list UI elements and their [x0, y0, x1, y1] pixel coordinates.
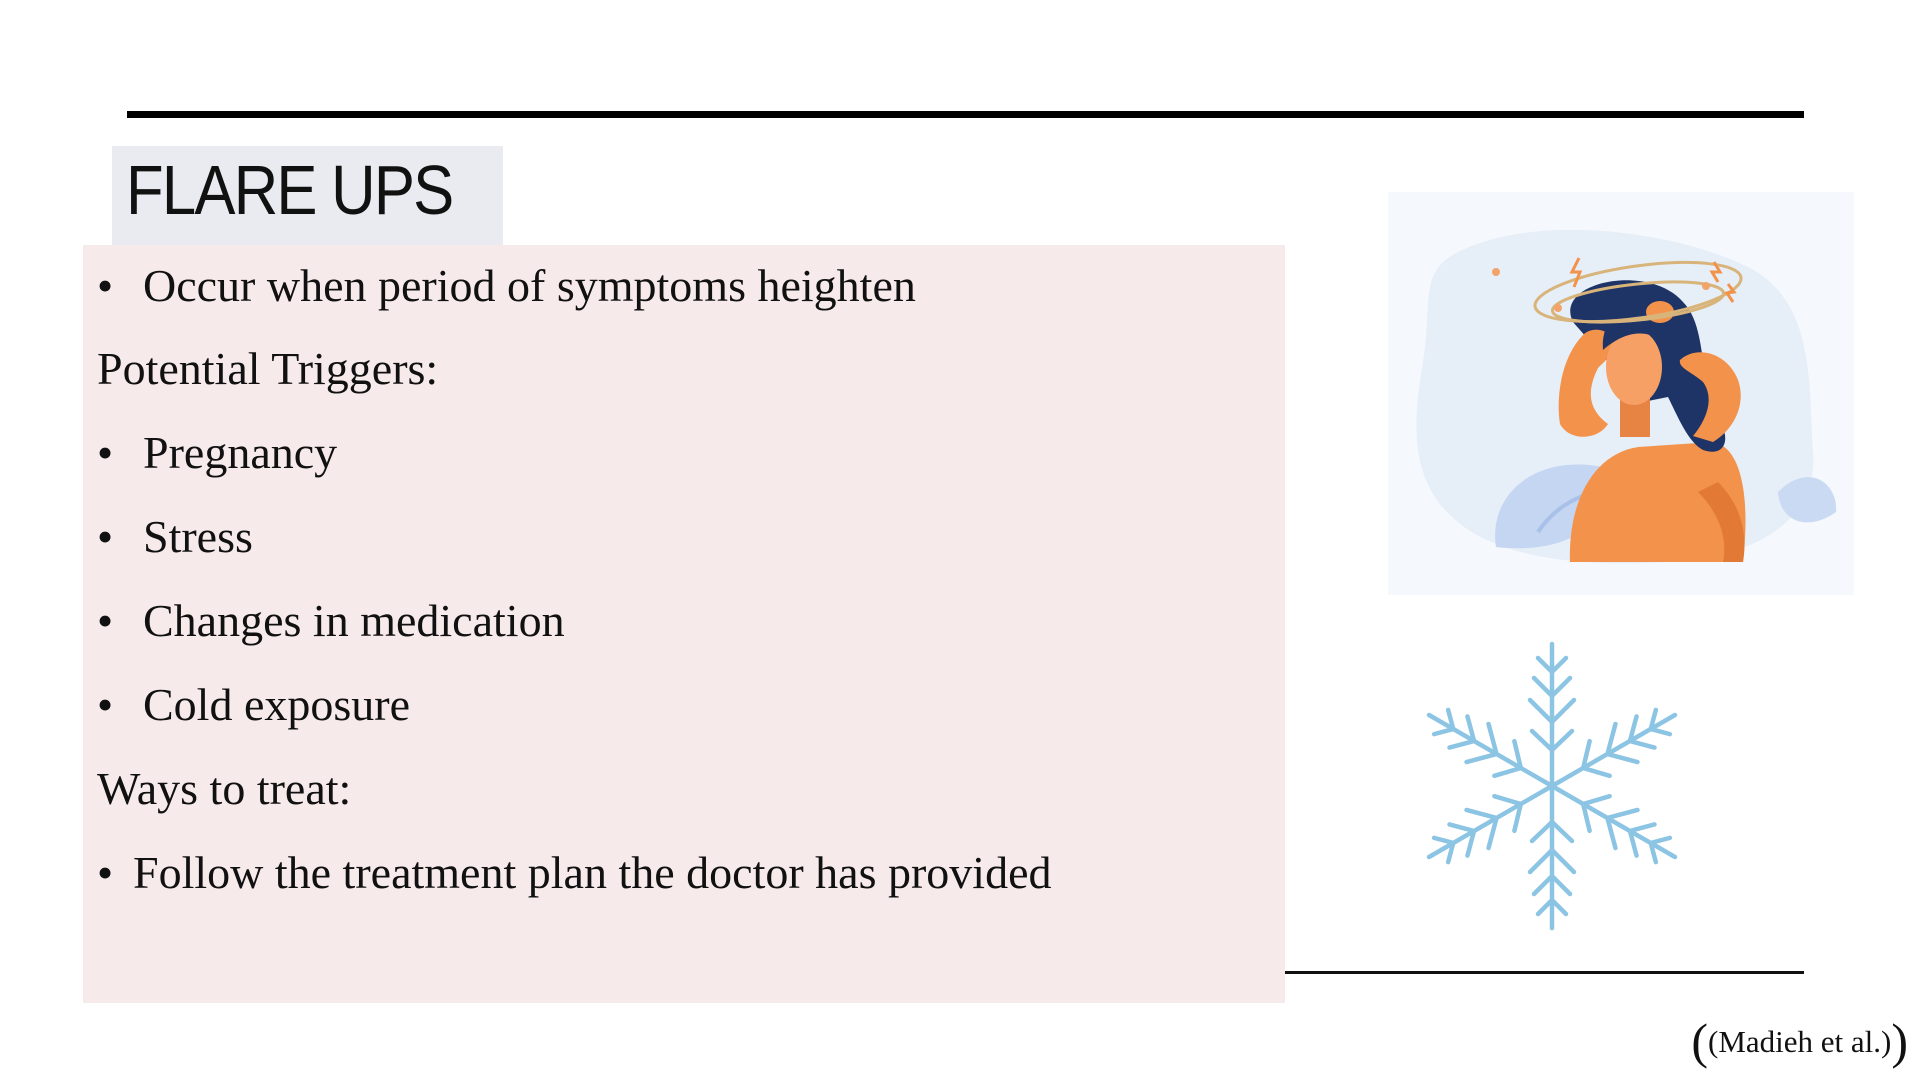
bullet-icon: •: [97, 679, 114, 730]
snowflake-icon: [1424, 640, 1680, 932]
bullet-icon: •: [97, 847, 114, 898]
treat-item: [97, 847, 1052, 898]
trigger-item: [97, 427, 338, 478]
treat-text: Follow the treatment plan the doctor has provided: [133, 847, 1052, 898]
intro-item: [97, 260, 916, 311]
triggers-heading: Potential Triggers:: [97, 343, 439, 394]
intro-text: Occur when period of symptoms heighten: [143, 260, 916, 311]
trigger-text: Stress: [143, 511, 253, 562]
citation-open-paren: (: [1691, 1013, 1708, 1069]
bullet-icon: •: [97, 427, 114, 478]
trigger-item: [97, 511, 253, 562]
top-divider: [127, 111, 1804, 118]
trigger-item: [97, 679, 411, 730]
bullet-icon: •: [97, 260, 114, 311]
treat-heading: Ways to treat:: [97, 763, 352, 814]
bullet-icon: •: [97, 595, 114, 646]
citation-text: (Madieh et al.): [1708, 1024, 1892, 1059]
trigger-text: Pregnancy: [143, 427, 338, 478]
woman-dizzy-headache-illustration: [1388, 192, 1854, 595]
slide-title: FLARE UPS: [126, 151, 453, 229]
bottom-divider: [1285, 971, 1804, 974]
trigger-text: Changes in medication: [143, 595, 565, 646]
bullet-icon: •: [97, 511, 114, 562]
citation-close-paren: ): [1891, 1013, 1908, 1069]
trigger-text: Cold exposure: [143, 679, 411, 730]
trigger-item: [97, 595, 565, 646]
citation: [1691, 1012, 1908, 1070]
